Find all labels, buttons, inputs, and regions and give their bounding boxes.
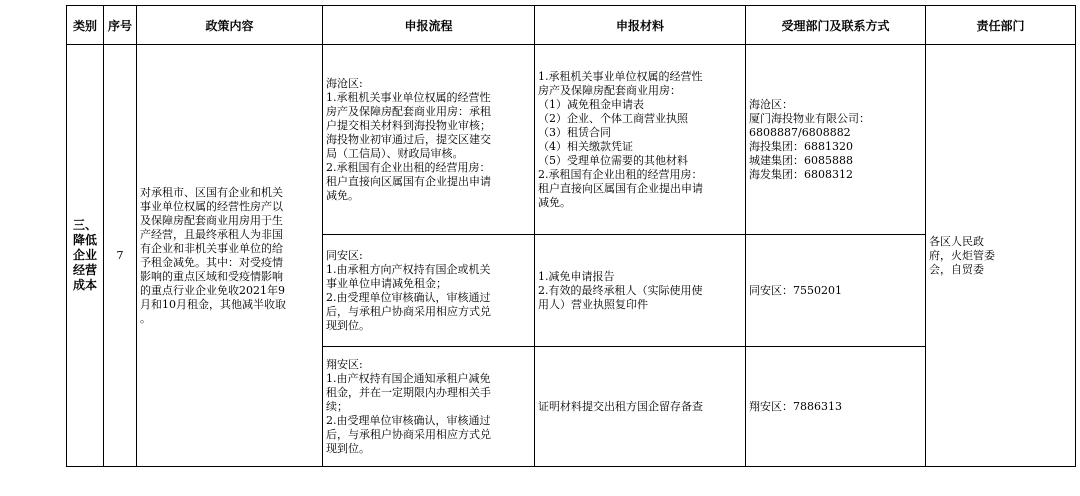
materials-line: 2.承租国有企业出租的经营用房： bbox=[538, 167, 703, 181]
header-seq: 序号 bbox=[104, 6, 137, 45]
policy-line: 影响的重点区域和受疫情影响 bbox=[140, 269, 283, 283]
policy-line: 予租金减免。其中：对受疫情 bbox=[140, 255, 283, 269]
contact-line: 同安区：7550201 bbox=[749, 283, 842, 297]
policy-line: 。 bbox=[140, 311, 151, 325]
materials-line: （3）租赁合同 bbox=[538, 125, 611, 139]
category-line: 企业 bbox=[72, 248, 97, 262]
responsible-line: 会，自贸委 bbox=[929, 262, 984, 276]
process-line: 局（工信局）、财政局审核。 bbox=[326, 146, 464, 160]
process-line: 续； bbox=[326, 399, 348, 413]
process-line: 后，与承租户协商采用相应方式兑 bbox=[326, 427, 491, 441]
responsible-line: 各区人民政 bbox=[929, 234, 984, 248]
header-category: 类别 bbox=[67, 6, 104, 45]
responsible-cell bbox=[926, 45, 1076, 467]
policy-table bbox=[66, 5, 1076, 467]
category-line: 经营 bbox=[72, 263, 97, 277]
process-line: 2.由受理单位审核确认，审核通过 bbox=[326, 413, 491, 427]
process-line: 同安区: bbox=[326, 248, 363, 262]
materials-line: （1）减免租金申请表 bbox=[538, 97, 644, 111]
header-row bbox=[67, 6, 1076, 45]
process-line: 减免。 bbox=[326, 188, 359, 202]
process-cell-haicang bbox=[323, 45, 535, 235]
policy-line: 及保障房配套商业用房用于生 bbox=[140, 213, 283, 227]
process-line: 事业单位申请减免租金； bbox=[326, 276, 447, 290]
materials-cell-haicang bbox=[535, 45, 746, 235]
process-line: 海沧区: bbox=[326, 76, 363, 90]
process-line: 后，与承租户协商采用相应方式兑 bbox=[326, 304, 491, 318]
contact-line: 厦门海投物业有限公司： bbox=[749, 111, 870, 125]
policy-line: 事业单位权属的经营性房产以 bbox=[140, 199, 283, 213]
policy-line: 月和10月租金，其他减半收取 bbox=[140, 297, 286, 311]
process-line: 户提交相关材料到海投物业审核； bbox=[326, 118, 491, 132]
materials-line: 租户直接向区属国有企业提出申请 bbox=[538, 181, 703, 195]
contact-line: 城建集团：6085888 bbox=[749, 153, 853, 167]
category-line: 降低 bbox=[72, 233, 97, 247]
table-row-haicang bbox=[67, 45, 1076, 235]
materials-line: 证明材料提交出租方国企留存备查 bbox=[538, 399, 703, 413]
header-responsible: 责任部门 bbox=[926, 6, 1076, 45]
category-line: 成本 bbox=[72, 278, 97, 292]
policy-line: 有企业和非机关事业单位的给 bbox=[140, 241, 283, 255]
process-cell-tongan bbox=[323, 235, 535, 347]
process-line: 1.由产权持有国企通知承租户减免 bbox=[326, 371, 491, 385]
header-policy: 政策内容 bbox=[137, 6, 323, 45]
contact-line: 翔安区：7886313 bbox=[749, 399, 842, 413]
process-cell-xiangan bbox=[323, 347, 535, 467]
materials-line: 用人）营业执照复印件 bbox=[538, 297, 648, 311]
header-contact: 受理部门及联系方式 bbox=[746, 6, 926, 45]
materials-line: （2）企业、个体工商营业执照 bbox=[538, 111, 688, 125]
process-line: 2.承租国有企业出租的经营用房： bbox=[326, 160, 491, 174]
process-line: 翔安区: bbox=[326, 357, 363, 371]
materials-line: 2.有效的最终承租人（实际使用使 bbox=[538, 283, 703, 297]
seq-cell: 7 bbox=[104, 45, 137, 467]
materials-cell-tongan bbox=[535, 235, 746, 347]
materials-cell-xiangan bbox=[535, 347, 746, 467]
category-cell bbox=[67, 45, 104, 467]
process-line: 现到位。 bbox=[326, 441, 370, 455]
header-materials: 申报材料 bbox=[535, 6, 746, 45]
materials-line: 1.减免申请报告 bbox=[538, 269, 615, 283]
process-line: 租户直接向区属国有企业提出申请 bbox=[326, 174, 491, 188]
materials-line: （4）相关缴款凭证 bbox=[538, 139, 633, 153]
policy-cell bbox=[137, 45, 323, 467]
process-line: 海投物业初审通过后，提交区建交 bbox=[326, 132, 491, 146]
contact-line: 海发集团：6808312 bbox=[749, 167, 853, 181]
contact-cell-xiangan bbox=[746, 347, 926, 467]
responsible-line: 府，火炬管委 bbox=[929, 248, 995, 262]
contact-line: 6808887/6808882 bbox=[749, 125, 851, 139]
process-line: 房产及保障房配套商业用房：承租 bbox=[326, 104, 491, 118]
header-process: 申报流程 bbox=[323, 6, 535, 45]
policy-line: 产经营，且最终承租人为非国 bbox=[140, 227, 283, 241]
materials-line: 1.承租机关事业单位权属的经营性 bbox=[538, 69, 703, 83]
policy-line: 对承租市、区国有企业和机关 bbox=[140, 185, 283, 199]
contact-line: 海沧区： bbox=[749, 97, 793, 111]
process-line: 1.由承租方向产权持有国企或机关 bbox=[326, 262, 491, 276]
materials-line: 房产及保障房配套商业用房： bbox=[538, 83, 681, 97]
policy-line: 的重点行业企业免收2021年9 bbox=[140, 283, 285, 297]
process-line: 现到位。 bbox=[326, 318, 370, 332]
materials-line: （5）受理单位需要的其他材料 bbox=[538, 153, 688, 167]
contact-cell-tongan bbox=[746, 235, 926, 347]
process-line: 1.承租机关事业单位权属的经营性 bbox=[326, 90, 491, 104]
process-line: 租金，并在一定期限内办理相关手 bbox=[326, 385, 491, 399]
materials-line: 减免。 bbox=[538, 195, 571, 209]
contact-line: 海投集团：6881320 bbox=[749, 139, 853, 153]
contact-cell-haicang bbox=[746, 45, 926, 235]
process-line: 2.由受理单位审核确认，审核通过 bbox=[326, 290, 491, 304]
category-line: 三、 bbox=[72, 218, 97, 232]
